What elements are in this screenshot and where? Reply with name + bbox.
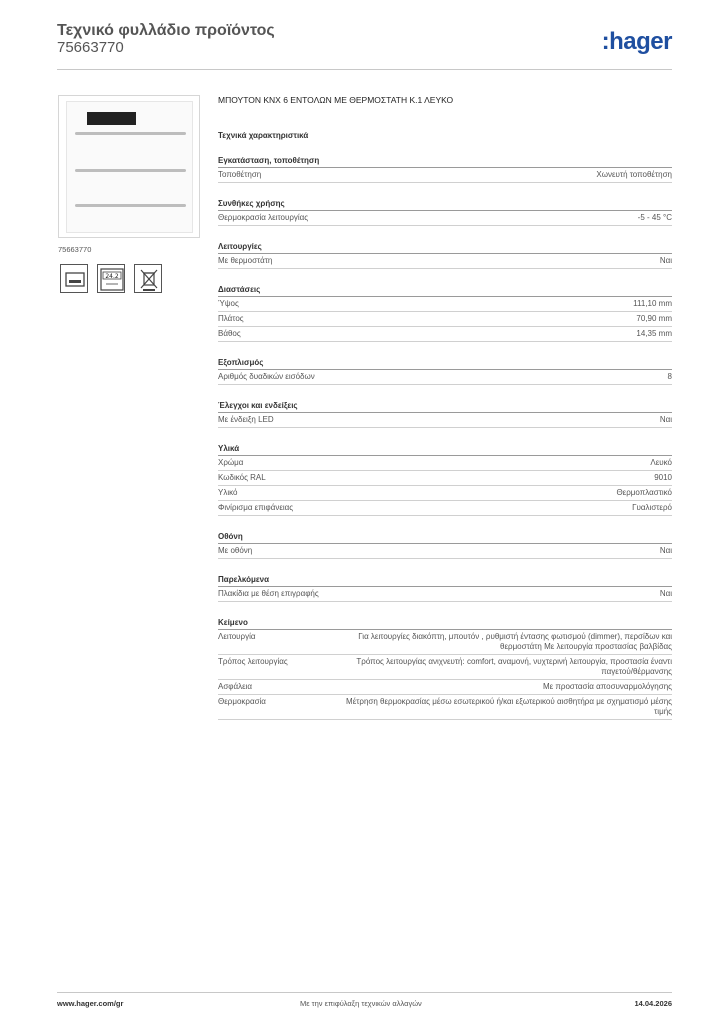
spec-row: [218, 587, 672, 602]
rocker-line: [75, 169, 186, 172]
spec-label: Χρώμα: [218, 458, 244, 467]
spec-row: [218, 413, 672, 428]
spec-group: [218, 575, 672, 602]
spec-group-title: Έλεγχοι και ενδείξεις: [218, 401, 672, 413]
spec-value: Ναι: [659, 546, 672, 555]
spec-label: Θερμοκρασία: [218, 697, 266, 706]
spec-value: Λευκό: [650, 458, 672, 467]
spec-group: [218, 532, 672, 559]
spec-group: [218, 156, 672, 183]
spec-row: [218, 370, 672, 385]
spec-group-title: Εξοπλισμός: [218, 358, 672, 370]
spec-value: 111,10 mm: [633, 299, 672, 308]
footer-date: 14.04.2026: [634, 999, 672, 1008]
spec-group-title: Υλικά: [218, 444, 672, 456]
spec-group-title: Οθόνη: [218, 532, 672, 544]
device-display: [87, 112, 136, 125]
spec-label: Ύψος: [218, 299, 239, 308]
logo-text: hager: [609, 28, 672, 55]
rocker-line: [75, 204, 186, 207]
spec-group-title: Παρελκόμενα: [218, 575, 672, 587]
spec-group: [218, 444, 672, 516]
spec-group: [218, 401, 672, 428]
spec-row: [218, 211, 672, 226]
spec-label: Με ένδειξη LED: [218, 415, 274, 424]
spec-value: Θερμοπλαστικό: [616, 488, 672, 497]
spec-row: [218, 486, 672, 501]
spec-value: Ναι: [659, 256, 672, 265]
product-name: ΜΠΟΥΤΟΝ KNX 6 ΕΝΤΟΛΩΝ ΜΕ ΘΕΡΜΟΣΤΑΤΗ Κ.1 ΛΕΥΚΟ: [218, 95, 454, 105]
spec-group-title: Συνθήκες χρήσης: [218, 199, 672, 211]
spec-value: Με προστασία αποσυναρμολόγησης: [542, 682, 672, 691]
spec-label: Υλικό: [218, 488, 238, 497]
spec-row: [218, 168, 672, 183]
spec-row: [218, 456, 672, 471]
spec-label: Αριθμός δυαδικών εισόδων: [218, 372, 315, 381]
spec-label: Πλάτος: [218, 314, 244, 323]
spec-label: Θερμοκρασία λειτουργίας: [218, 213, 309, 222]
hager-logo: [602, 28, 672, 56]
footer-note: Με την επιφύλαξη τεχνικών αλλαγών: [300, 999, 422, 1008]
spec-row: [218, 297, 672, 312]
logo-dots: :: [601, 28, 610, 55]
page-footer: [57, 992, 672, 1012]
spec-row: [218, 254, 672, 269]
spec-label: Με οθόνη: [218, 546, 253, 555]
page-header: [57, 22, 672, 70]
spec-value: 14,35 mm: [636, 329, 672, 338]
spec-value: Τρόπος λειτουργίας ανιχνευτή: comfort, αναμονή, νυχτερινή λειτουργία, προστασία έναντι παγετού/θέρμανσης: [356, 657, 672, 676]
spec-label: Βάθος: [218, 329, 241, 338]
spec-row: [218, 501, 672, 516]
spec-value: Γυαλιστερό: [632, 503, 672, 512]
spec-value: Ναι: [659, 415, 672, 424]
svg-text:24.2: 24.2: [105, 273, 119, 280]
spec-group-title: Διαστάσεις: [218, 285, 672, 297]
temperature-display-icon: [97, 264, 125, 293]
weee-crossed-bin-icon: [134, 264, 162, 293]
spec-value: Χωνευτή τοποθέτηση: [596, 170, 672, 179]
spec-label: Πλακίδια με θέση επιγραφής: [218, 589, 319, 598]
spec-value: Μέτρηση θερμοκρασίας μέσω εσωτερικού ή/και εξωτερικού αισθητήρα με σχηματισμό μέσης τιμής: [346, 697, 672, 716]
spec-row: [218, 544, 672, 559]
display-icon: [60, 264, 88, 293]
spec-row: [218, 680, 672, 695]
spec-value: -5 - 45 °C: [637, 213, 672, 222]
product-code: 75663770: [57, 39, 124, 56]
spec-group-title: Κείμενο: [218, 618, 672, 630]
spec-label: Με θερμοστάτη: [218, 256, 273, 265]
spec-group-title: Εγκατάσταση, τοποθέτηση: [218, 156, 672, 168]
spec-group: [218, 285, 672, 342]
spec-row: [218, 471, 672, 486]
rocker-line: [75, 132, 186, 135]
section-heading: Τεχνικά χαρακτηριστικά: [218, 131, 309, 140]
spec-row: [218, 327, 672, 342]
spec-row: [218, 695, 672, 720]
spec-group: [218, 618, 672, 720]
spec-row: [218, 312, 672, 327]
spec-label: Λειτουργία: [218, 632, 256, 641]
spec-group: [218, 199, 672, 226]
spec-label: Τοποθέτηση: [218, 170, 262, 179]
spec-value: 9010: [654, 473, 672, 482]
specifications-panel: [218, 95, 672, 720]
spec-group: [218, 242, 672, 269]
spec-value: Ναι: [659, 589, 672, 598]
spec-row: [218, 655, 672, 680]
spec-value: Για λειτουργίες διακόπτη, μπουτόν , ρυθμιστή έντασης φωτισμού (dimmer), περσίδων και θερμοστάτη Με λειτουργία προστασίας βαλβίδας: [358, 632, 672, 651]
image-caption: 75663770: [58, 245, 92, 254]
footer-url[interactable]: www.hager.com/gr: [57, 999, 124, 1008]
spec-row: [218, 630, 672, 655]
spec-label: Φινίρισμα επιφάνειας: [218, 503, 294, 512]
spec-group-title: Λειτουργίες: [218, 242, 672, 254]
spec-label: Κωδικός RAL: [218, 473, 266, 482]
spec-groups: [218, 156, 672, 720]
document-title: Τεχνικό φυλλάδιο προϊόντος: [57, 22, 275, 39]
spec-label: Ασφάλεια: [218, 682, 253, 691]
spec-label: Τρόπος λειτουργίας: [218, 657, 288, 666]
device-illustration: [66, 101, 193, 233]
spec-value: 8: [667, 372, 672, 381]
product-image: [58, 95, 200, 238]
spec-group: [218, 358, 672, 385]
spec-value: 70,90 mm: [636, 314, 672, 323]
